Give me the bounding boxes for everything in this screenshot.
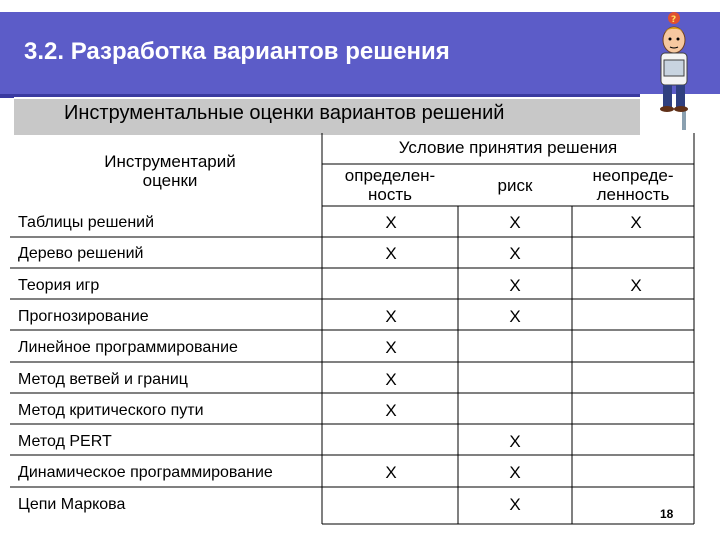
table-cell-mark: X <box>630 213 642 232</box>
table-row-name: Таблицы решений <box>18 214 155 231</box>
column-header-uncertainty-line2: ленность <box>596 185 670 204</box>
column-header-uncertainty-line1: неопреде- <box>592 166 674 185</box>
table-row-name: Динамическое программирование <box>18 464 273 482</box>
page-number: 18 <box>660 507 674 521</box>
table-cell-mark: X <box>385 338 397 358</box>
table-row-name: Теория игр <box>18 276 100 294</box>
tool-header-line1: Инструментарий <box>104 152 236 171</box>
table-row-name: Дерево решений <box>18 245 144 263</box>
table-cell-mark: X <box>509 213 521 232</box>
column-header-risk: риск <box>497 176 533 195</box>
table-cell-mark: X <box>385 400 397 420</box>
slide-subtitle: Инструментальные оценки вариантов решений <box>64 102 505 124</box>
table-row-name: Линейное программирование <box>18 339 238 357</box>
table-row-name: Цепи Маркова <box>18 495 126 513</box>
table-cell-mark: X <box>630 275 642 295</box>
table-row-name: Метод критического пути <box>18 401 204 419</box>
table-cell-mark: X <box>385 306 397 326</box>
table-cell-mark: X <box>509 432 521 452</box>
table-cell-mark: X <box>509 275 521 295</box>
table-cell-mark: X <box>509 463 521 483</box>
column-header-uncertainty <box>572 166 694 204</box>
tool-header-line2: оценки <box>142 171 198 190</box>
condition-header: Условие принятия решения <box>398 138 618 157</box>
svg-text:?: ? <box>671 15 677 25</box>
tool-header <box>60 152 280 190</box>
table-cell-mark: X <box>385 213 397 232</box>
table-row-name: Метод PERT <box>18 433 112 451</box>
table-cell-mark: X <box>385 244 397 264</box>
table-cell-mark: X <box>509 306 521 326</box>
table-cell-mark: X <box>509 244 521 264</box>
slide-title: 3.2. Разработка вариантов решения <box>24 38 450 65</box>
table-cell-mark: X <box>509 494 521 514</box>
column-header-certainty <box>322 166 458 204</box>
table-row-name: Метод ветвей и границ <box>18 370 188 388</box>
table-cell-mark: X <box>385 369 397 389</box>
table-cell-mark: X <box>385 463 397 483</box>
column-header-certainty-line1: определен- <box>344 166 436 185</box>
table-row-name: Прогнозирование <box>18 307 149 325</box>
column-header-certainty-line2: ность <box>368 185 412 204</box>
